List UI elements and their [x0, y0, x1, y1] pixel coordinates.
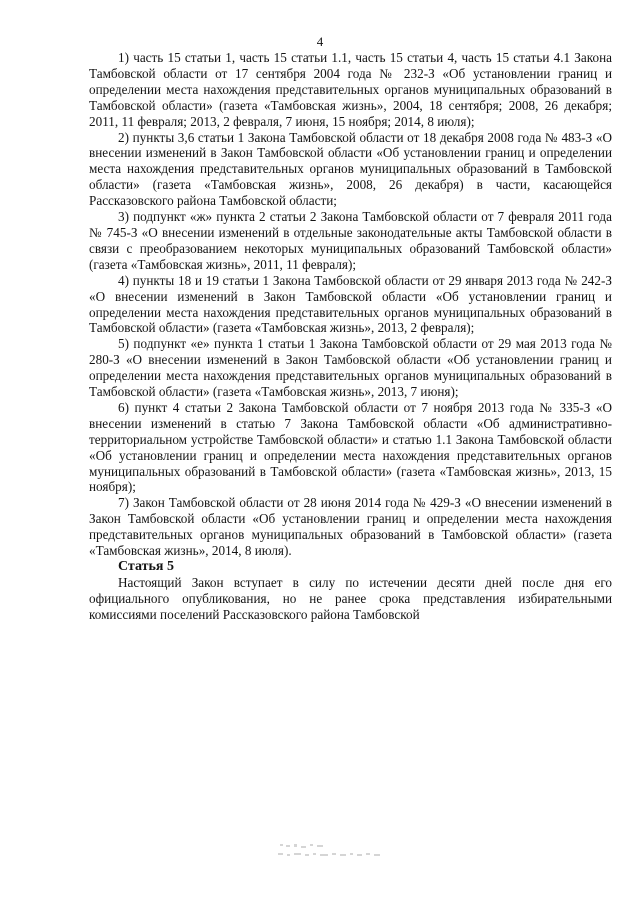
- list-item-2: 2) пункты 3,6 статьи 1 Закона Тамбовской области от 18 декабря 2008 года № 483-З «О внесении изменений в Закон Тамбовской области «Об установлении границ и определении места нахождения представительных органов муниципальных образований в Тамбовской области» (газета «Тамбовская жизнь», 2008, 26 декабря) в части, касающейся Рассказовского района Тамбовской области;: [89, 129, 612, 209]
- article-paragraph: Настоящий Закон вступает в силу по истечении десяти дней после дня его официального опубликования, но не ранее срока представления избирательными комиссиями поселений Рассказовского района Тамбовской: [89, 574, 612, 622]
- list-item-4: 4) пункты 18 и 19 статьи 1 Закона Тамбовской области от 29 января 2013 года № 242-З «О внесении изменений в Закон Тамбовской области «Об установлении границ и определении места нахождения представительных органов муниципальных образований в Тамбовской области» (газета «Тамбовская жизнь», 2013, 2 февраля);: [89, 272, 612, 336]
- list-item-5: 5) подпункт «е» пункта 1 статьи 1 Закона Тамбовской области от 29 мая 2013 года № 280-З «О внесении изменений в Закон Тамбовской области «Об установлении границ и определении места нахождения представительных органов муниципальных образований в Тамбовской области» (газета «Тамбовская жизнь», 2013, 7 июня);: [89, 336, 612, 400]
- page-number: 4: [316, 34, 324, 49]
- faint-stamp-mark: [270, 838, 390, 866]
- document-body: [89, 50, 612, 623]
- article-heading: Статья 5: [118, 559, 174, 574]
- list-item-7: 7) Закон Тамбовской области от 28 июня 2014 года № 429-З «О внесении изменений в Закон Тамбовской области «Об установлении границ и определении места нахождения представительных органов муниципальных образований в Тамбовской области» (газета «Тамбовская жизнь», 2014, 8 июля).: [89, 495, 612, 559]
- list-item-6: 6) пункт 4 статьи 2 Закона Тамбовской области от 7 ноября 2013 года № 335-З «О внесении изменений в статью 7 Закона Тамбовской области «Об административно-территориальном устройстве Тамбовской области» и статью 1.1 Закона Тамбовской области «Об установлении границ и определении места нахождения представительных органов муниципальных образований в Тамбовской области» (газета «Тамбовская жизнь», 2013, 15 ноября);: [89, 399, 612, 495]
- list-item-1: 1) часть 15 статьи 1, часть 15 статьи 1.1, часть 15 статьи 4, часть 15 статьи 4.1 Закона Тамбовской области от 17 сентября 2004 года № 232-З «Об установлении границ и определении места нахождения представительных органов муниципальных образований в Тамбовской области» (газета «Тамбовская жизнь», 2004, 18 сентября; 2008, 26 декабря; 2011, 11 февраля; 2013, 2 февраля, 7 июня, 15 ноября; 2014, 8 июля);: [89, 50, 612, 129]
- list-item-3: 3) подпункт «ж» пункта 2 статьи 2 Закона Тамбовской области от 7 февраля 2011 года № 745-З «О внесении изменений в отдельные законодательные акты Тамбовской области в связи с преобразованием некоторых муниципальных образований Тамбовской области» (газета «Тамбовская жизнь», 2011, 11 февраля);: [89, 209, 612, 272]
